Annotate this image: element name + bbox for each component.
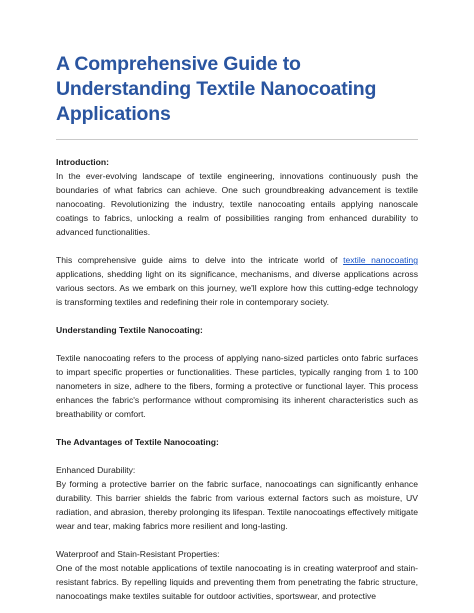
guide-paragraph-end: applications, shedding light on its significance, mechanisms, and diverse applications across various sectors. As we embark on this journey, we'll explore how this cutting-edge technology is transforming textiles and redefining their role in contemporary society. xyxy=(56,269,418,307)
waterproof-paragraph: One of the most notable applications of textile nanocoating is in creating waterproof and stain-resistant fabrics. By repelling liquids and preventing them from penetrating the fabric structure, nanocoatings make textiles suitable for outdoor activities, sportswear, and protective xyxy=(56,563,418,601)
guide-paragraph xyxy=(56,253,418,309)
durability-subheading: Enhanced Durability: xyxy=(56,465,136,475)
understanding-paragraph: Textile nanocoating refers to the process of applying nano-sized particles onto fabric surfaces to impart specific properties or functionalities. These particles, typically ranging from 1 to 100 nanometers in size, adhere to the fibers, forming a protective or functional layer. This process enhances the fabric's performance without compromising its inherent characteristics such as breathability or comfort. xyxy=(56,353,418,419)
introduction-paragraph: In the ever-evolving landscape of textile engineering, innovations continuously push the boundaries of what fabrics can achieve. One such groundbreaking advancement is textile nanocoating. Revolutionizing the industry, textile nanocoating entails applying nanoscale coatings to fabrics, unlocking a realm of possibilities ranging from enhanced durability to advanced functionalities. xyxy=(56,171,418,237)
guide-paragraph-start: This comprehensive guide aims to delve into the intricate world of xyxy=(56,255,344,265)
document-title: A Comprehensive Guide to Understanding Textile Nanocoating Applications xyxy=(56,53,377,125)
introduction-heading: Introduction: xyxy=(56,157,109,167)
waterproof-subheading: Waterproof and Stain-Resistant Properties: xyxy=(56,549,220,559)
document-page xyxy=(56,52,418,603)
advantages-heading: The Advantages of Textile Nanocoating: xyxy=(56,437,219,447)
durability-paragraph: By forming a protective barrier on the fabric surface, nanocoatings can significantly enhance durability. This barrier shields the fabric from various external factors such as moisture, UV radiation, and abrasion, thereby prolonging its lifespan. Textile nanocoatings effectively mitigate wear and tear, making fabrics more resilient and long-lasting. xyxy=(56,479,418,531)
understanding-heading: Understanding Textile Nanocoating: xyxy=(56,325,203,335)
textile-nanocoating-link[interactable]: textile nanocoating xyxy=(343,255,418,265)
